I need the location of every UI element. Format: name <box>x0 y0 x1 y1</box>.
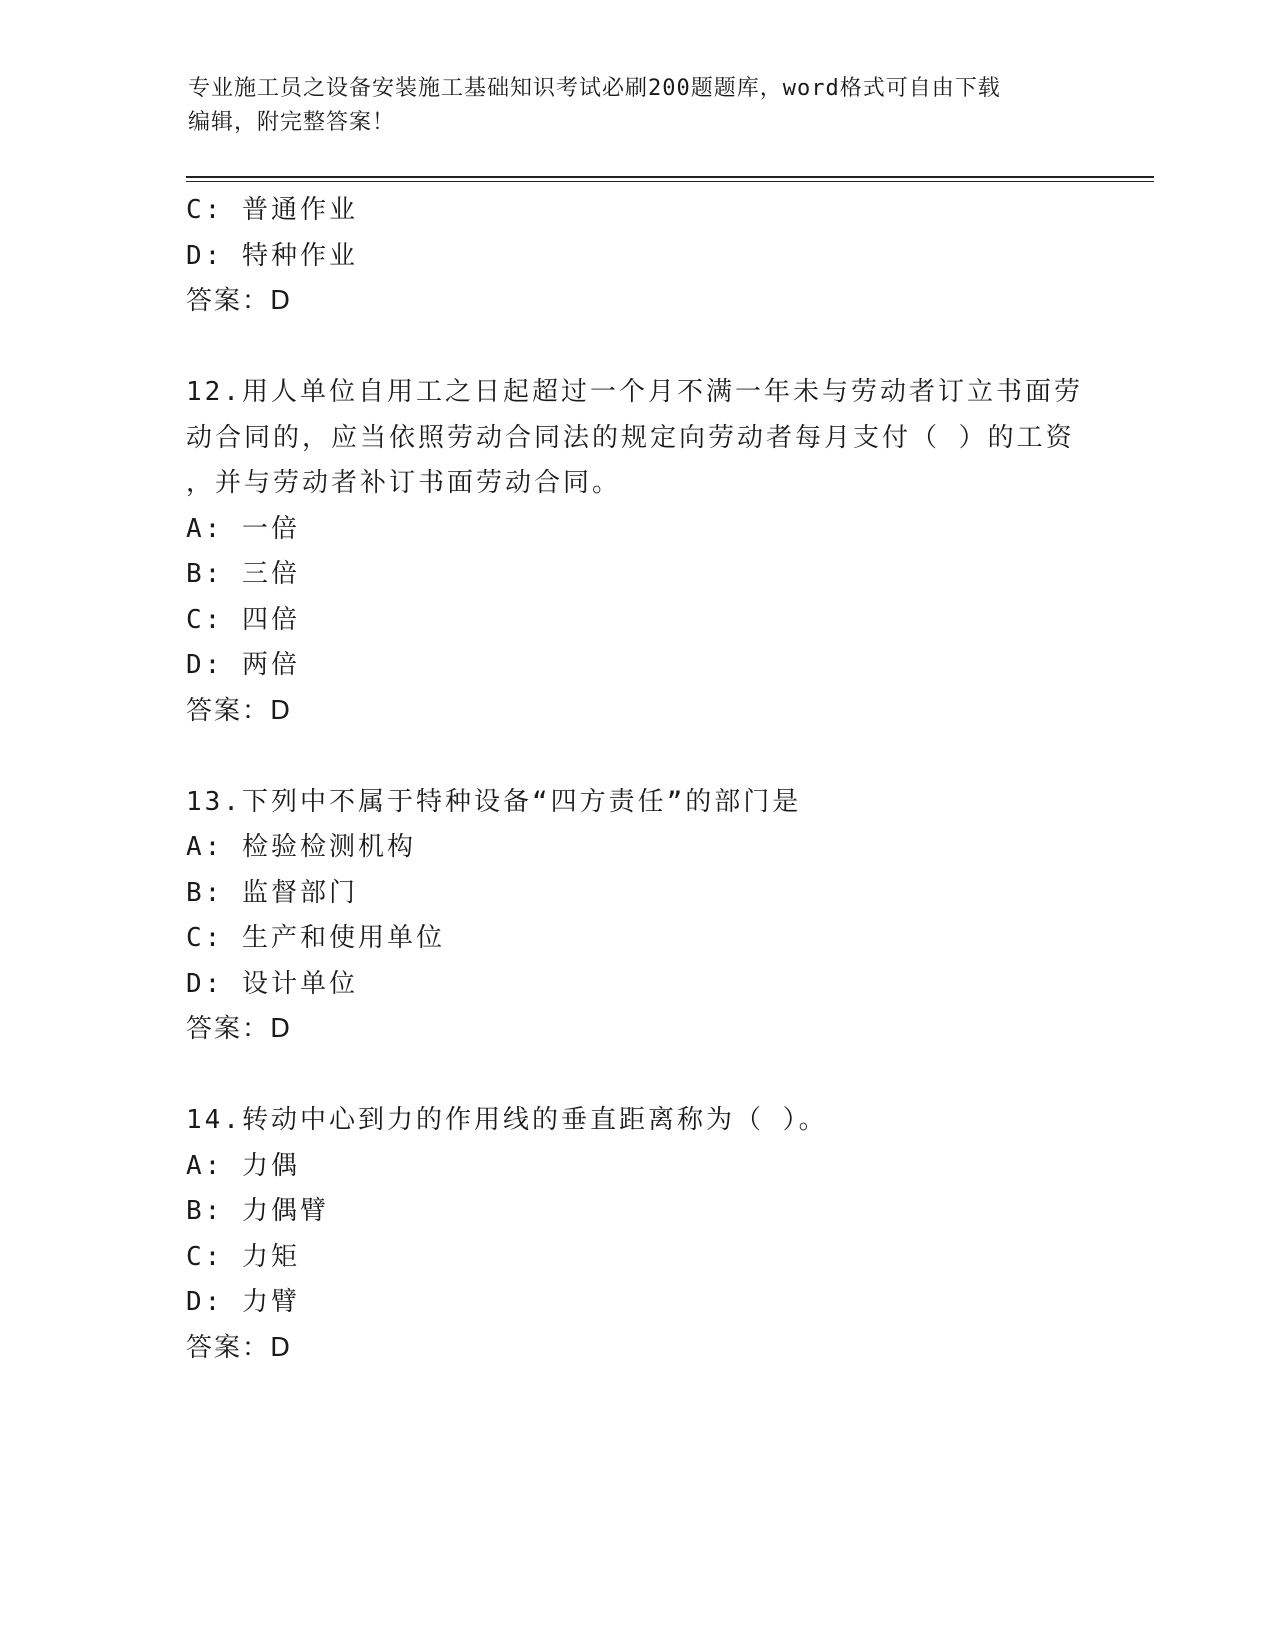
option-a: A: 一倍 <box>186 513 300 544</box>
answer-line: 答案：D <box>186 695 293 726</box>
document-header <box>188 72 1088 140</box>
option-a: A: 检验检测机构 <box>186 832 416 862</box>
header-line-2: 编辑，附完整答案！ <box>188 110 396 135</box>
question-list <box>186 188 1086 1371</box>
option-d: D: 设计单位 <box>186 968 358 999</box>
question-13 <box>186 780 1086 1053</box>
spacer <box>186 1053 1086 1099</box>
question-text-line: 14.转动中心到力的作用线的垂直距离称为（ ）。 <box>186 1105 828 1135</box>
question-text-line: ，并与劳动者补订书面劳动合同。 <box>186 468 622 498</box>
option-b: B: 力偶臂 <box>186 1196 329 1226</box>
answer-line: 答案：D <box>186 286 293 316</box>
header-line-1: 专业施工员之设备安装施工基础知识考试必刷200题题库，word格式可自由下载 <box>188 76 1001 101</box>
header-rule-thin <box>186 181 1154 182</box>
spacer <box>186 734 1086 780</box>
question-14 <box>186 1098 1086 1371</box>
option-b: B: 三倍 <box>186 559 300 589</box>
question-text <box>186 780 1086 826</box>
option-d: D: 力臂 <box>186 1287 300 1317</box>
answer-line: 答案：D <box>186 1332 293 1363</box>
question-text <box>186 1098 1086 1144</box>
option-d: D: 两倍 <box>186 650 300 680</box>
question-text-line: 13.下列中不属于特种设备“四方责任”的部门是 <box>186 786 802 817</box>
option-c: C: 普通作业 <box>186 195 358 225</box>
option-c: C: 四倍 <box>186 604 300 635</box>
spacer <box>186 325 1086 371</box>
header-rule-thick <box>186 176 1154 178</box>
question-text <box>186 370 1086 507</box>
question-text-line: 12.用人单位自用工之日起超过一个月不满一年未与劳动者订立书面劳 <box>186 377 1083 407</box>
option-a: A: 力偶 <box>186 1150 300 1181</box>
question-11-tail <box>186 188 1086 325</box>
answer-line: 答案：D <box>186 1014 293 1044</box>
option-c: C: 生产和使用单位 <box>186 923 445 953</box>
option-d: D: 特种作业 <box>186 240 358 271</box>
question-12 <box>186 370 1086 734</box>
option-b: B: 监督部门 <box>186 877 358 908</box>
question-text-line: 动合同的，应当依照劳动合同法的规定向劳动者每月支付（ ）的工资 <box>186 422 1075 453</box>
option-c: C: 力矩 <box>186 1241 300 1272</box>
